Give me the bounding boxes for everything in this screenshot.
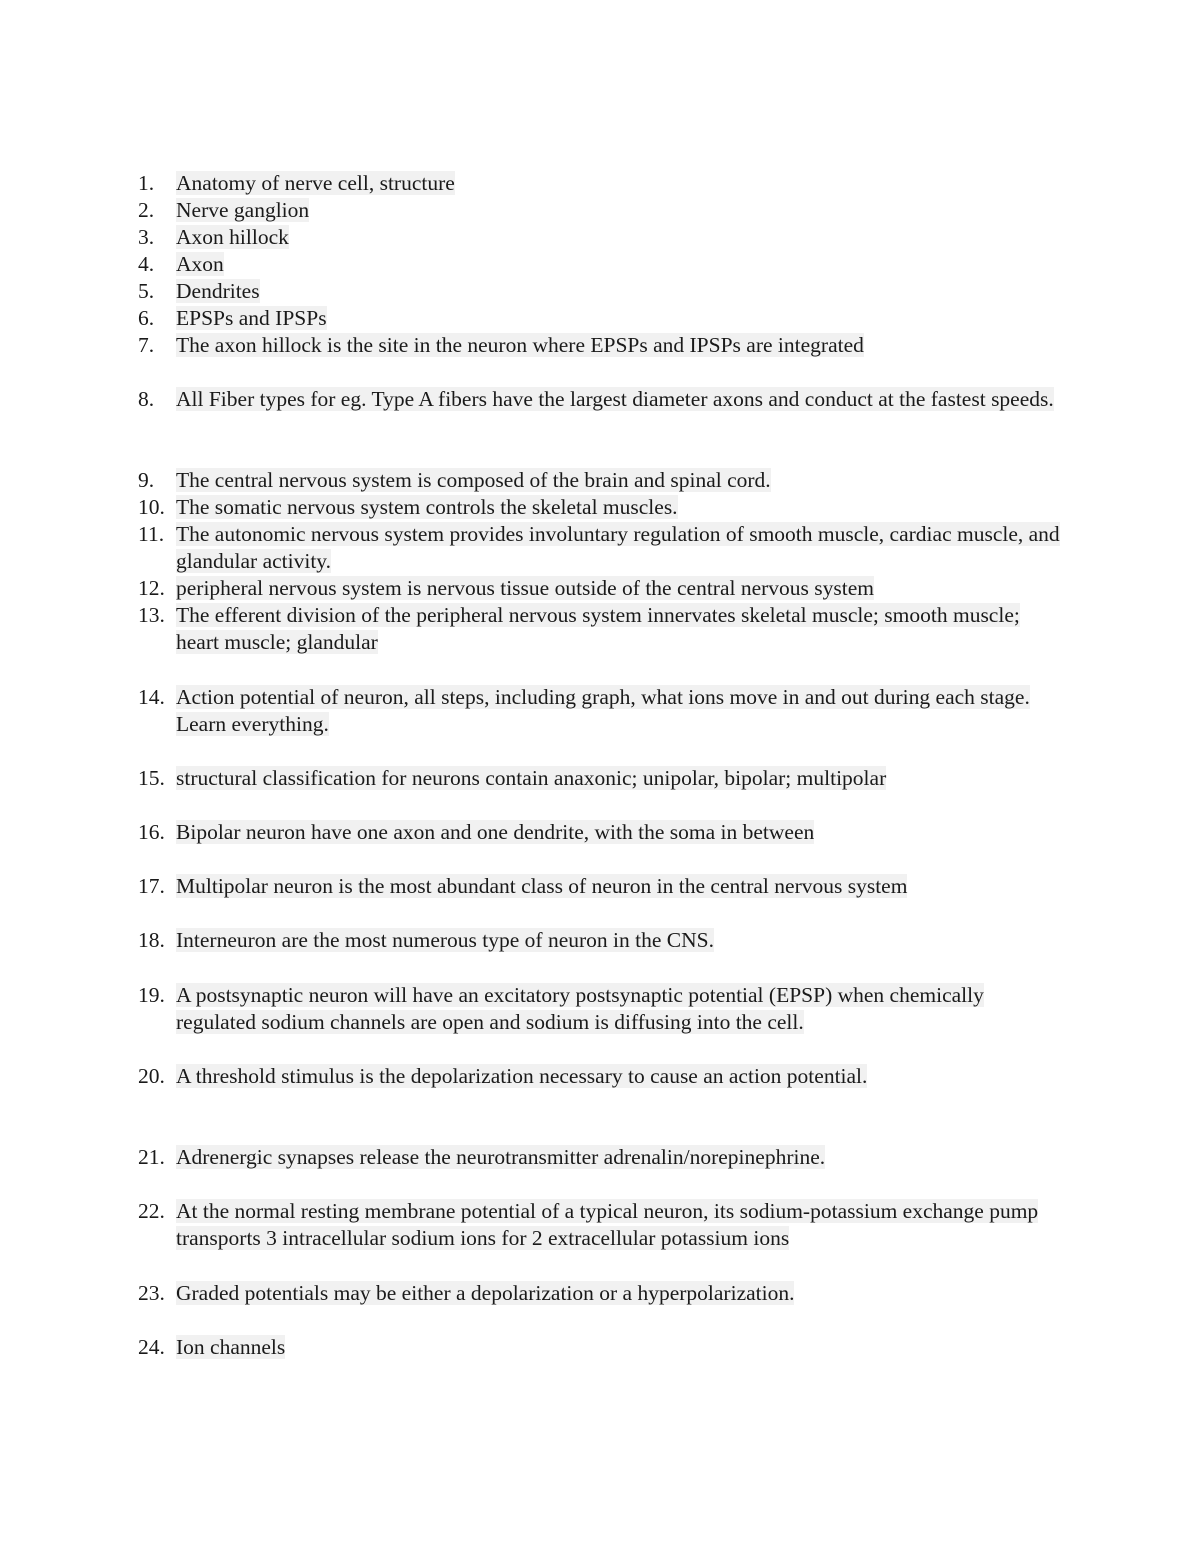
- list-item: [138, 684, 1068, 738]
- list-number: 14.: [138, 685, 165, 709]
- list-item: [138, 927, 1068, 954]
- list-text: peripheral nervous system is nervous tissue outside of the central nervous system: [176, 576, 875, 600]
- list-number: 18.: [138, 928, 165, 952]
- list-item: [138, 1334, 1068, 1361]
- list-text: A threshold stimulus is the depolarization necessary to cause an action potential.: [176, 1064, 868, 1088]
- list-item: [138, 278, 1068, 305]
- list-text: Multipolar neuron is the most abundant class of neuron in the central nervous system: [176, 874, 908, 898]
- list-number: 8.: [138, 387, 155, 411]
- list-text: The axon hillock is the site in the neuron where EPSPs and IPSPs are integrated: [176, 333, 864, 357]
- list-item: [138, 982, 1068, 1036]
- list-number: 9.: [138, 468, 155, 492]
- list-number: 21.: [138, 1145, 165, 1169]
- list-item: [138, 1144, 1068, 1171]
- list-text: Interneuron are the most numerous type of neuron in the CNS.: [176, 928, 714, 952]
- list-item: [138, 1198, 1068, 1252]
- list-item: [138, 251, 1068, 278]
- list-number: 16.: [138, 820, 165, 844]
- list-number: 17.: [138, 874, 165, 898]
- list-number: 1.: [138, 171, 155, 195]
- list-text: Nerve ganglion: [176, 198, 310, 222]
- list-item: [138, 765, 1068, 792]
- list-number: 3.: [138, 225, 155, 249]
- list-item: [138, 467, 1068, 494]
- list-item: [138, 332, 1068, 359]
- list-number: 11.: [138, 522, 165, 546]
- list-item: [138, 170, 1068, 197]
- list-item: [138, 575, 1068, 602]
- list-text: Adrenergic synapses release the neurotransmitter adrenalin/norepinephrine.: [176, 1145, 826, 1169]
- list-item: [138, 197, 1068, 224]
- list-number: 19.: [138, 983, 165, 1007]
- list-item: [138, 819, 1068, 846]
- list-text: Dendrites: [176, 279, 260, 303]
- list-text: Graded potentials may be either a depolarization or a hyperpolarization.: [176, 1281, 795, 1305]
- list-item: [138, 494, 1068, 521]
- list-item: [138, 1063, 1068, 1090]
- list-number: 6.: [138, 306, 155, 330]
- list-text: At the normal resting membrane potential of a typical neuron, its sodium-potassium exchange pump transports 3 intracellular sodium ions for 2 extracellular potassium ions: [176, 1199, 1039, 1250]
- list-text: The autonomic nervous system provides involuntary regulation of smooth muscle, cardiac muscle, and glandular activity.: [176, 522, 1060, 573]
- list-item: [138, 521, 1068, 575]
- list-number: 22.: [138, 1199, 165, 1223]
- list-number: 13.: [138, 603, 165, 627]
- list-item: [138, 602, 1068, 656]
- list-text: Ion channels: [176, 1335, 286, 1359]
- list-text: Anatomy of nerve cell, structure: [176, 171, 455, 195]
- list-text: All Fiber types for eg. Type A fibers have the largest diameter axons and conduct at the fastest speeds.: [176, 387, 1054, 411]
- list-text: structural classification for neurons contain anaxonic; unipolar, bipolar; multipolar: [176, 766, 887, 790]
- list-number: 5.: [138, 279, 155, 303]
- list-item: [138, 386, 1068, 413]
- list-text: The somatic nervous system controls the skeletal muscles.: [176, 495, 678, 519]
- list-number: 23.: [138, 1281, 165, 1305]
- list-number: 10.: [138, 495, 165, 519]
- list-text: EPSPs and IPSPs: [176, 306, 327, 330]
- list-number: 24.: [138, 1335, 165, 1359]
- list-text: Axon: [176, 252, 224, 276]
- list-item: [138, 1280, 1068, 1307]
- list-text: Bipolar neuron have one axon and one dendrite, with the soma in between: [176, 820, 815, 844]
- list-number: 20.: [138, 1064, 165, 1088]
- list-item: [138, 305, 1068, 332]
- list-text: The efferent division of the peripheral nervous system innervates skeletal muscle; smooth muscle; heart muscle; glandular: [176, 603, 1020, 654]
- list-text: The central nervous system is composed of the brain and spinal cord.: [176, 468, 771, 492]
- list-text: A postsynaptic neuron will have an excitatory postsynaptic potential (EPSP) when chemically regulated sodium channels are open and sodium is diffusing into the cell.: [176, 983, 984, 1034]
- list-number: 15.: [138, 766, 165, 790]
- list-text: Axon hillock: [176, 225, 289, 249]
- list-item: [138, 224, 1068, 251]
- list-text: Action potential of neuron, all steps, including graph, what ions move in and out during each stage. Learn everything.: [176, 685, 1030, 736]
- list-number: 7.: [138, 333, 155, 357]
- list-number: 4.: [138, 252, 155, 276]
- list-item: [138, 873, 1068, 900]
- list-number: 12.: [138, 576, 165, 600]
- list-number: 2.: [138, 198, 155, 222]
